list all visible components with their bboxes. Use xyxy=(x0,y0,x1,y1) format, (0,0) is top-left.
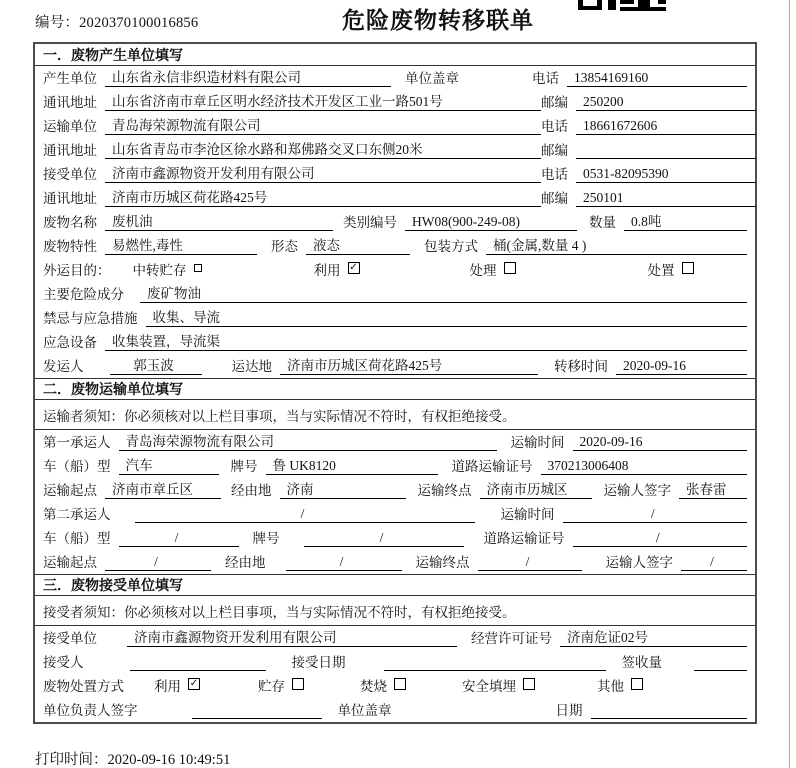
disposal-utilize-label: 利用 xyxy=(154,678,181,694)
received-qty-value xyxy=(694,655,747,671)
section3-title: 三．废物接受单位填写 xyxy=(35,574,755,596)
vehicle1-plate-label: 牌号 xyxy=(230,459,258,474)
carrier1-value: 青岛海荣源物流有限公司 xyxy=(119,434,497,451)
row-accept-unit xyxy=(35,626,755,650)
row-vehicle2 xyxy=(35,526,755,550)
route1-via-label: 经由地 xyxy=(231,483,272,498)
trait-label: 废物特性 xyxy=(43,239,97,254)
receiver-zip-label: 邮编 xyxy=(541,191,568,206)
hazard-value: 废矿物油 xyxy=(140,286,747,303)
vehicle1-type-label: 车（船）型 xyxy=(43,459,111,474)
dispatcher-label: 发运人 xyxy=(43,359,84,374)
receiver-phone-label: 电话 xyxy=(541,167,568,182)
checkbox-disposal-utilize: ✓ xyxy=(189,678,199,689)
section2-title: 二．废物运输单位填写 xyxy=(35,378,755,400)
route1-via-value: 济南 xyxy=(280,482,406,499)
category-value: HW08(900-249-08) xyxy=(405,214,577,231)
row-waste-name xyxy=(35,210,755,234)
waste-name-value: 废机油 xyxy=(105,214,333,231)
checkbox-disposal-store xyxy=(292,678,304,690)
disposal-option-incinerate xyxy=(360,675,406,695)
license-label: 经营许可证号 xyxy=(471,631,552,646)
vehicle2-permit-label: 道路运输证号 xyxy=(483,531,565,546)
route2-via-label: 经由地 xyxy=(225,555,266,570)
equipment-label: 应急设备 xyxy=(43,335,97,350)
disposal-option-store xyxy=(258,675,304,695)
carrier2-value: / xyxy=(135,506,475,523)
row-transporter xyxy=(35,114,755,138)
route1-end-label: 运输终点 xyxy=(417,483,472,498)
serial-value: 2020370100016856 xyxy=(79,15,199,31)
receiver-addr-value: 济南市历城区荷花路425号 xyxy=(105,190,541,207)
disposal-store-label: 贮存 xyxy=(258,678,285,694)
emergency-label: 禁忌与应急措施 xyxy=(43,311,138,326)
row-emergency-measures xyxy=(35,306,755,330)
sign-date-value xyxy=(591,703,748,719)
disposal-other-label: 其他 xyxy=(597,678,624,694)
transporter-addr-value: 山东省青岛市李沧区徐水路和郑佛路交叉口东侧20米 xyxy=(105,142,541,159)
route2-end-label: 运输终点 xyxy=(415,555,470,570)
section1-title: 一．废物产生单位填写 xyxy=(35,44,755,66)
print-time-label: 打印时间： xyxy=(35,752,108,768)
row-vehicle1 xyxy=(35,454,755,478)
route2-sign-value: / xyxy=(681,554,747,571)
purpose-option-dispose xyxy=(648,259,694,279)
license-value: 济南危证02号 xyxy=(560,630,747,647)
carrier2-time-value: / xyxy=(563,506,748,523)
row-producer-address xyxy=(35,90,755,114)
purpose-option-treat xyxy=(470,259,516,279)
emergency-value: 收集、导流 xyxy=(146,310,748,327)
dispatcher-value: 郭玉波 xyxy=(110,358,202,375)
receiver-phone-value: 0531-82095390 xyxy=(576,166,756,183)
carrier1-time-label: 运输时间 xyxy=(510,435,565,450)
producer-phone-label: 电话 xyxy=(532,71,559,86)
row-carrier2 xyxy=(35,502,755,526)
producer-addr-label: 通讯地址 xyxy=(43,95,97,110)
responsible-sign-value xyxy=(192,703,322,719)
checkbox-treat xyxy=(504,262,516,274)
row-waste-trait xyxy=(35,234,755,258)
receiver-addr-label: 通讯地址 xyxy=(43,191,97,206)
route1-sign-value: 张春雷 xyxy=(679,482,747,499)
unit-seal-label: 单位盖章 xyxy=(337,703,392,718)
transporter-phone-label: 电话 xyxy=(541,119,568,134)
disposal-incinerate-label: 焚烧 xyxy=(360,678,387,694)
row-producer xyxy=(35,66,755,90)
dispose-label: 处置 xyxy=(647,262,675,278)
row-route2 xyxy=(35,550,755,574)
transfer-time-label: 转移时间 xyxy=(554,359,608,374)
disposal-option-landfill xyxy=(462,675,535,695)
transporter-phone-value: 18661672606 xyxy=(576,118,756,135)
transfer-time-value: 2020-09-16 xyxy=(616,358,747,375)
route2-via-value: / xyxy=(286,554,402,571)
serial-label: 编号： xyxy=(35,15,80,31)
page-right-edge xyxy=(789,0,790,768)
accept-unit-value: 济南市鑫源物资开发利用有限公司 xyxy=(127,630,457,647)
producer-zip-value: 250200 xyxy=(576,94,756,111)
transfer-form xyxy=(33,42,757,724)
route2-start-value: / xyxy=(105,554,211,571)
row-accept-person xyxy=(35,650,755,674)
checkbox-disposal-other xyxy=(631,678,643,690)
checkbox-dispose xyxy=(682,262,694,274)
producer-phone-value: 13854169160 xyxy=(567,70,747,87)
print-time xyxy=(35,748,230,768)
disposal-method-label: 废物处置方式 xyxy=(43,678,124,694)
checkbox-disposal-incinerate xyxy=(394,678,406,690)
checkbox-transfer-storage xyxy=(194,264,202,272)
route1-sign-label: 运输人签字 xyxy=(603,483,671,498)
row-carrier1 xyxy=(35,430,755,454)
vehicle2-type-label: 车（船）型 xyxy=(43,531,111,546)
disposal-option-other xyxy=(597,675,643,695)
purpose-label: 外运目的： xyxy=(43,262,111,278)
transfer-storage-label: 中转贮存 xyxy=(132,262,187,278)
route1-start-value: 济南市章丘区 xyxy=(105,482,221,499)
quantity-label: 数量 xyxy=(589,215,616,230)
row-route1 xyxy=(35,478,755,502)
vehicle1-permit-value: 370213006408 xyxy=(541,458,748,475)
form-value: 液态 xyxy=(306,238,410,255)
purpose-option-transfer-storage xyxy=(133,259,202,279)
route2-end-value: / xyxy=(478,554,582,571)
page-title: 危险废物转移联单 xyxy=(342,8,534,33)
transporter-label: 运输单位 xyxy=(43,119,97,134)
checkbox-utilize: ✓ xyxy=(349,262,358,273)
transporter-zip-value xyxy=(576,143,756,159)
route2-sign-label: 运输人签字 xyxy=(605,555,673,570)
form-label: 形态 xyxy=(271,239,298,254)
equipment-value: 收集装置，导流渠 xyxy=(105,334,747,351)
producer-zip-label: 邮编 xyxy=(541,95,568,110)
producer-addr-value: 山东省济南市章丘区明水经济技术开发区工业一路501号 xyxy=(105,94,541,111)
transporter-addr-label: 通讯地址 xyxy=(43,143,97,158)
trait-value: 易燃性,毒性 xyxy=(105,238,257,255)
waste-name-label: 废物名称 xyxy=(43,215,97,230)
receiver-notice: 接受者须知：你必须核对以上栏目事项，当与实际情况不符时，有权拒绝接受。 xyxy=(35,596,755,626)
row-emergency-equipment xyxy=(35,330,755,354)
packing-label: 包装方式 xyxy=(424,239,478,254)
accept-date-value xyxy=(384,655,606,671)
seal-label: 单位盖章 xyxy=(405,71,459,86)
destination-value: 济南市历城区荷花路425号 xyxy=(280,358,538,375)
received-qty-label: 签收量 xyxy=(621,655,662,670)
row-receiver xyxy=(35,162,755,186)
quantity-value: 0.8吨 xyxy=(624,214,747,231)
transporter-zip-label: 邮编 xyxy=(541,143,568,158)
accept-unit-label: 接受单位 xyxy=(43,631,97,646)
vehicle2-plate-label: 牌号 xyxy=(252,531,280,546)
checkbox-disposal-landfill xyxy=(523,678,535,690)
disposal-landfill-label: 安全填埋 xyxy=(462,678,516,694)
destination-label: 运达地 xyxy=(231,359,272,374)
producer-label: 产生单位 xyxy=(43,71,97,86)
disposal-option-utilize xyxy=(154,675,200,695)
packing-value: 桶(金属,数量 4 ) xyxy=(486,238,747,255)
route1-start-label: 运输起点 xyxy=(43,483,97,498)
accept-person-label: 接受人 xyxy=(43,655,84,670)
vehicle1-plate-value: 鲁 UK8120 xyxy=(266,458,438,475)
row-disposal-method xyxy=(35,674,755,698)
row-purpose xyxy=(35,258,755,282)
accept-date-label: 接受日期 xyxy=(291,655,346,670)
producer-value: 山东省永信非织造材料有限公司 xyxy=(105,70,391,87)
carrier2-label: 第二承运人 xyxy=(43,507,111,522)
route1-end-value: 济南市历城区 xyxy=(480,482,592,499)
vehicle2-permit-value: / xyxy=(573,530,748,547)
carrier1-time-value: 2020-09-16 xyxy=(573,434,748,451)
accept-person-value xyxy=(130,655,266,671)
vehicle2-plate-value: / xyxy=(304,530,464,547)
hazard-label: 主要危险成分 xyxy=(43,287,124,302)
vehicle2-type-value: / xyxy=(119,530,239,547)
responsible-sign-label: 单位负责人签字 xyxy=(43,703,138,718)
carrier2-time-label: 运输时间 xyxy=(500,507,555,522)
row-dispatch xyxy=(35,354,755,378)
category-label: 类别编号 xyxy=(343,215,397,230)
transporter-value: 青岛海荣源物流有限公司 xyxy=(105,118,541,135)
vehicle1-type-value: 汽车 xyxy=(119,458,219,475)
carrier1-label: 第一承运人 xyxy=(43,435,111,450)
purpose-option-utilize xyxy=(314,259,360,279)
receiver-value: 济南市鑫源物资开发利用有限公司 xyxy=(105,166,541,183)
vehicle1-permit-label: 道路运输证号 xyxy=(451,459,533,474)
row-responsible-sign xyxy=(35,698,755,722)
sign-date-label: 日期 xyxy=(555,703,583,718)
transporter-notice: 运输者须知：你必须核对以上栏目事项，当与实际情况不符时，有权拒绝接受。 xyxy=(35,400,755,430)
print-time-value: 2020-09-16 10:49:51 xyxy=(107,752,231,768)
receiver-label: 接受单位 xyxy=(43,167,97,182)
row-transporter-address xyxy=(35,138,755,162)
row-receiver-address xyxy=(35,186,755,210)
row-hazard-component xyxy=(35,282,755,306)
utilize-label: 利用 xyxy=(313,262,341,278)
receiver-zip-value: 250101 xyxy=(576,190,756,207)
route2-start-label: 运输起点 xyxy=(43,555,97,570)
treat-label: 处理 xyxy=(469,262,497,278)
